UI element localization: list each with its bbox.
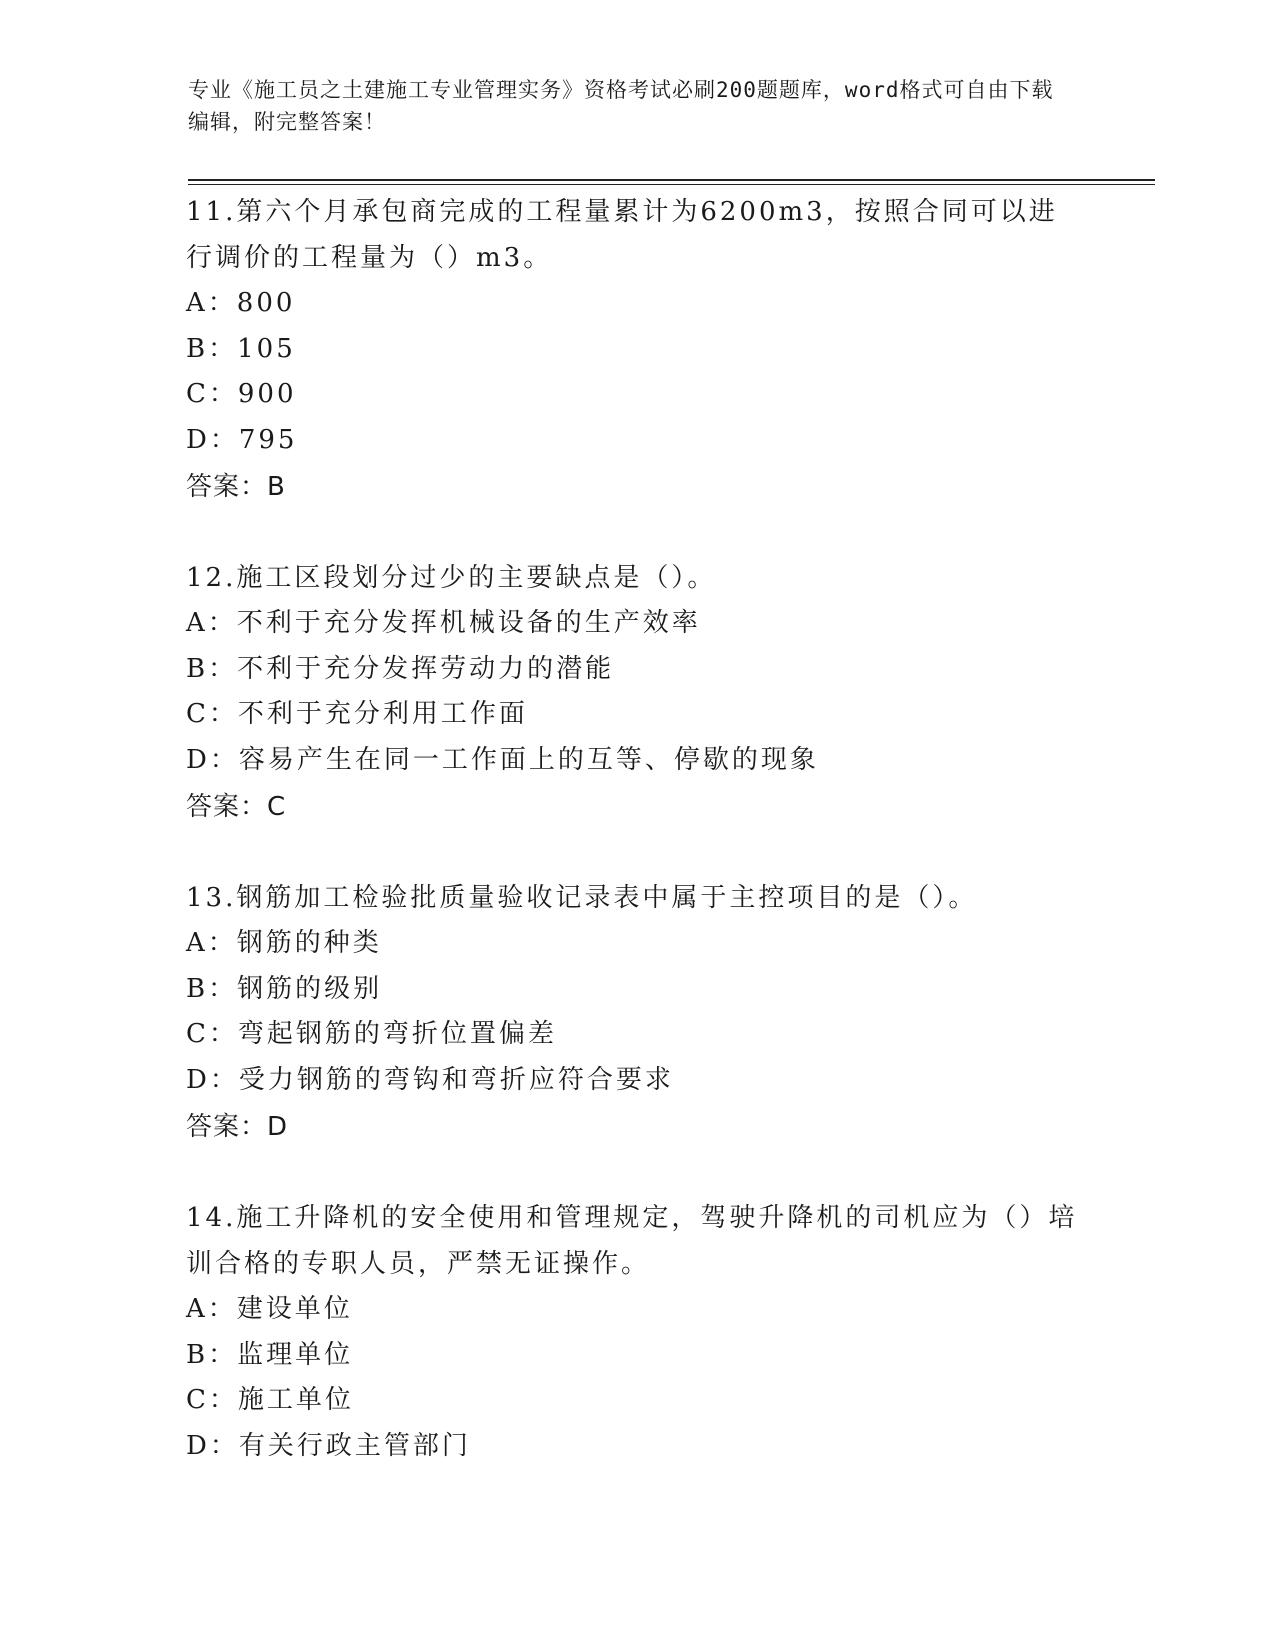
option-c: C：施工单位 — [186, 1385, 354, 1415]
answer-label: 答案：B — [186, 472, 286, 502]
option-d: D：受力钢筋的弯钩和弯折应符合要求 — [186, 1064, 674, 1095]
question-text: 11.第六个月承包商完成的工程量累计为6200m3，按照合同可以进行调价的工程量为（）m3。 — [186, 197, 1058, 273]
question-13 — [186, 875, 1086, 1150]
option-c: C：弯起钢筋的弯折位置偏差 — [186, 1019, 557, 1049]
document-header: 专业《施工员之土建施工专业管理实务》资格考试必刷200题题库，word格式可自由下载编辑，附完整答案！ — [188, 78, 1054, 134]
question-list — [186, 189, 1086, 1514]
question-14 — [186, 1195, 1086, 1469]
option-b: B：105 — [186, 333, 296, 364]
option-b: B：钢筋的级别 — [186, 973, 383, 1004]
option-c: C：不利于充分利用工作面 — [186, 699, 528, 729]
option-c: C：900 — [186, 379, 297, 409]
option-d: D：有关行政主管部门 — [186, 1430, 471, 1461]
question-11 — [186, 189, 1086, 510]
option-b: B：不利于充分发挥劳动力的潜能 — [186, 653, 615, 684]
question-text: 12.施工区段划分过少的主要缺点是（）。 — [186, 563, 717, 593]
question-text: 13.钢筋加工检验批质量验收记录表中属于主控项目的是（）。 — [186, 883, 978, 913]
option-d: D：容易产生在同一工作面上的互等、停歇的现象 — [186, 744, 819, 775]
option-d: D：795 — [186, 424, 298, 455]
option-a: A：800 — [186, 288, 296, 318]
header-divider-thin — [188, 184, 1155, 185]
question-text: 14.施工升降机的安全使用和管理规定，驾驶升降机的司机应为（）培训合格的专职人员，严禁无证操作。 — [186, 1203, 1078, 1279]
header-divider — [188, 179, 1155, 181]
question-12 — [186, 555, 1086, 830]
answer-label: 答案：D — [186, 1112, 289, 1142]
answer-label: 答案：C — [186, 792, 287, 822]
option-a: A：不利于充分发挥机械设备的生产效率 — [186, 608, 701, 638]
option-a: A：建设单位 — [186, 1294, 353, 1324]
option-b: B：监理单位 — [186, 1339, 354, 1370]
option-a: A：钢筋的种类 — [186, 928, 382, 958]
